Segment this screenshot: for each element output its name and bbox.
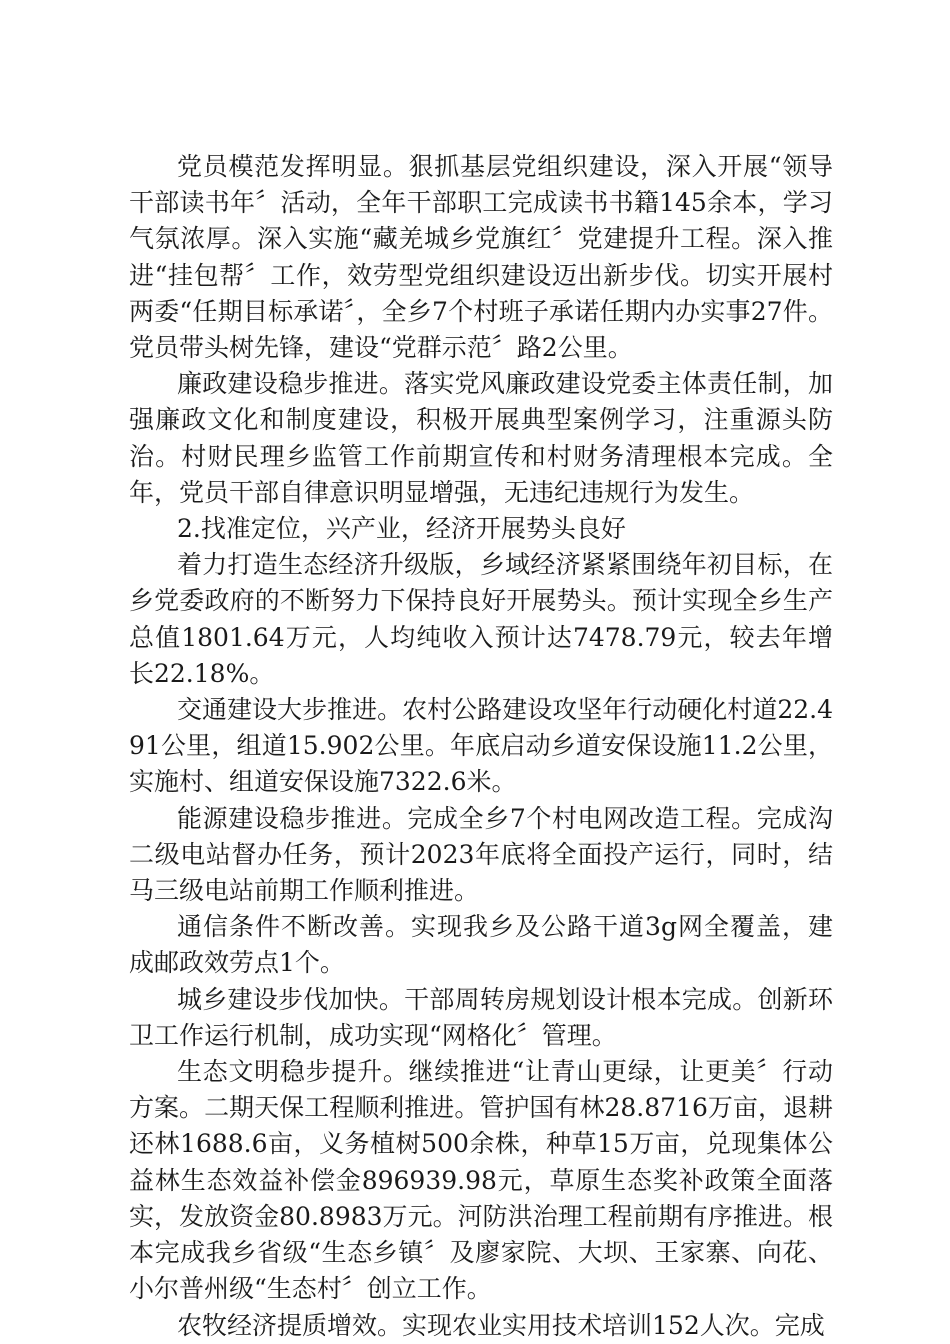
paragraph-urban-rural: 城乡建设步伐加快。干部周转房规划设计根本完成。创新环卫工作运行机制，成功实现“网格化〞管理。 [129,984,833,1050]
paragraph-agriculture: 农牧经济提质增效。实现农业实用技术培训152人次。完成 [177,1310,825,1340]
document-body [129,149,833,1344]
paragraph-clean-governance: 廉政建设稳步推进。落实党风廉政建设党委主体责任制，加强廉政文化和制度建设，积极开展典型案例学习，注重源头防治。村财民理乡监管工作前期宣传和村财务清理根本完成。全年，党员干部自律意识明显增强，无违纪违规行为发生。 [129,369,833,507]
paragraph-energy: 能源建设稳步推进。完成全乡7个村电网改造工程。完成沟二级电站督办任务，预计2023年底将全面投产运行，同时，结马三级电站前期工作顺利推进。 [129,803,833,906]
section-heading-economy: 2.找准定位，兴产业，经济开展势头良好 [177,514,626,544]
paragraph-party-members: 党员模范发挥明显。狠抓基层党组织建设，深入开展“领导干部读书年〞活动，全年干部职工完成读书书籍145余本，学习气氛浓厚。深入实施“藏羌城乡党旗红〞党建提升工程。深入推进“挂包帮〞工作，效劳型党组织建设迈出新步伐。切实开展村两委“任期目标承诺〞，全乡7个村班子承诺任期内办实事27件。党员带头树先锋，建设“党群示范〞路2公里。 [129,152,833,363]
paragraph-ecology: 生态文明稳步提升。继续推进“让青山更绿，让更美〞行动方案。二期天保工程顺利推进。管护国有林28.8716万亩，退耕还林1688.6亩，义务植树500余株，种草15万亩，兑现集体公益林生态效益补偿金896939.98元，草原生态奖补政策全面落实，发放资金80.8983万元。河防洪治理工程前期有序推进。根本完成我乡省级“生态乡镇〞及廖家院、大坝、王家寨、向花、小尔普州级“生态村〞创立工作。 [129,1057,833,1304]
paragraph-transport: 交通建设大步推进。农村公路建设攻坚年行动硬化村道22.491公里，组道15.902公里。年底启动乡道安保设施11.2公里，实施村、组道安保设施7322.6米。 [129,695,833,797]
paragraph-communications: 通信条件不断改善。实现我乡及公路干道3g网全覆盖，建成邮政效劳点1个。 [129,912,833,978]
paragraph-economy-overview: 着力打造生态经济升级版，乡域经济紧紧围绕年初目标，在乡党委政府的不断努力下保持良好开展势头。预计实现全乡生产总值1801.64万元，人均纯收入预计达7478.79元，较去年增长22.18%。 [129,550,833,688]
